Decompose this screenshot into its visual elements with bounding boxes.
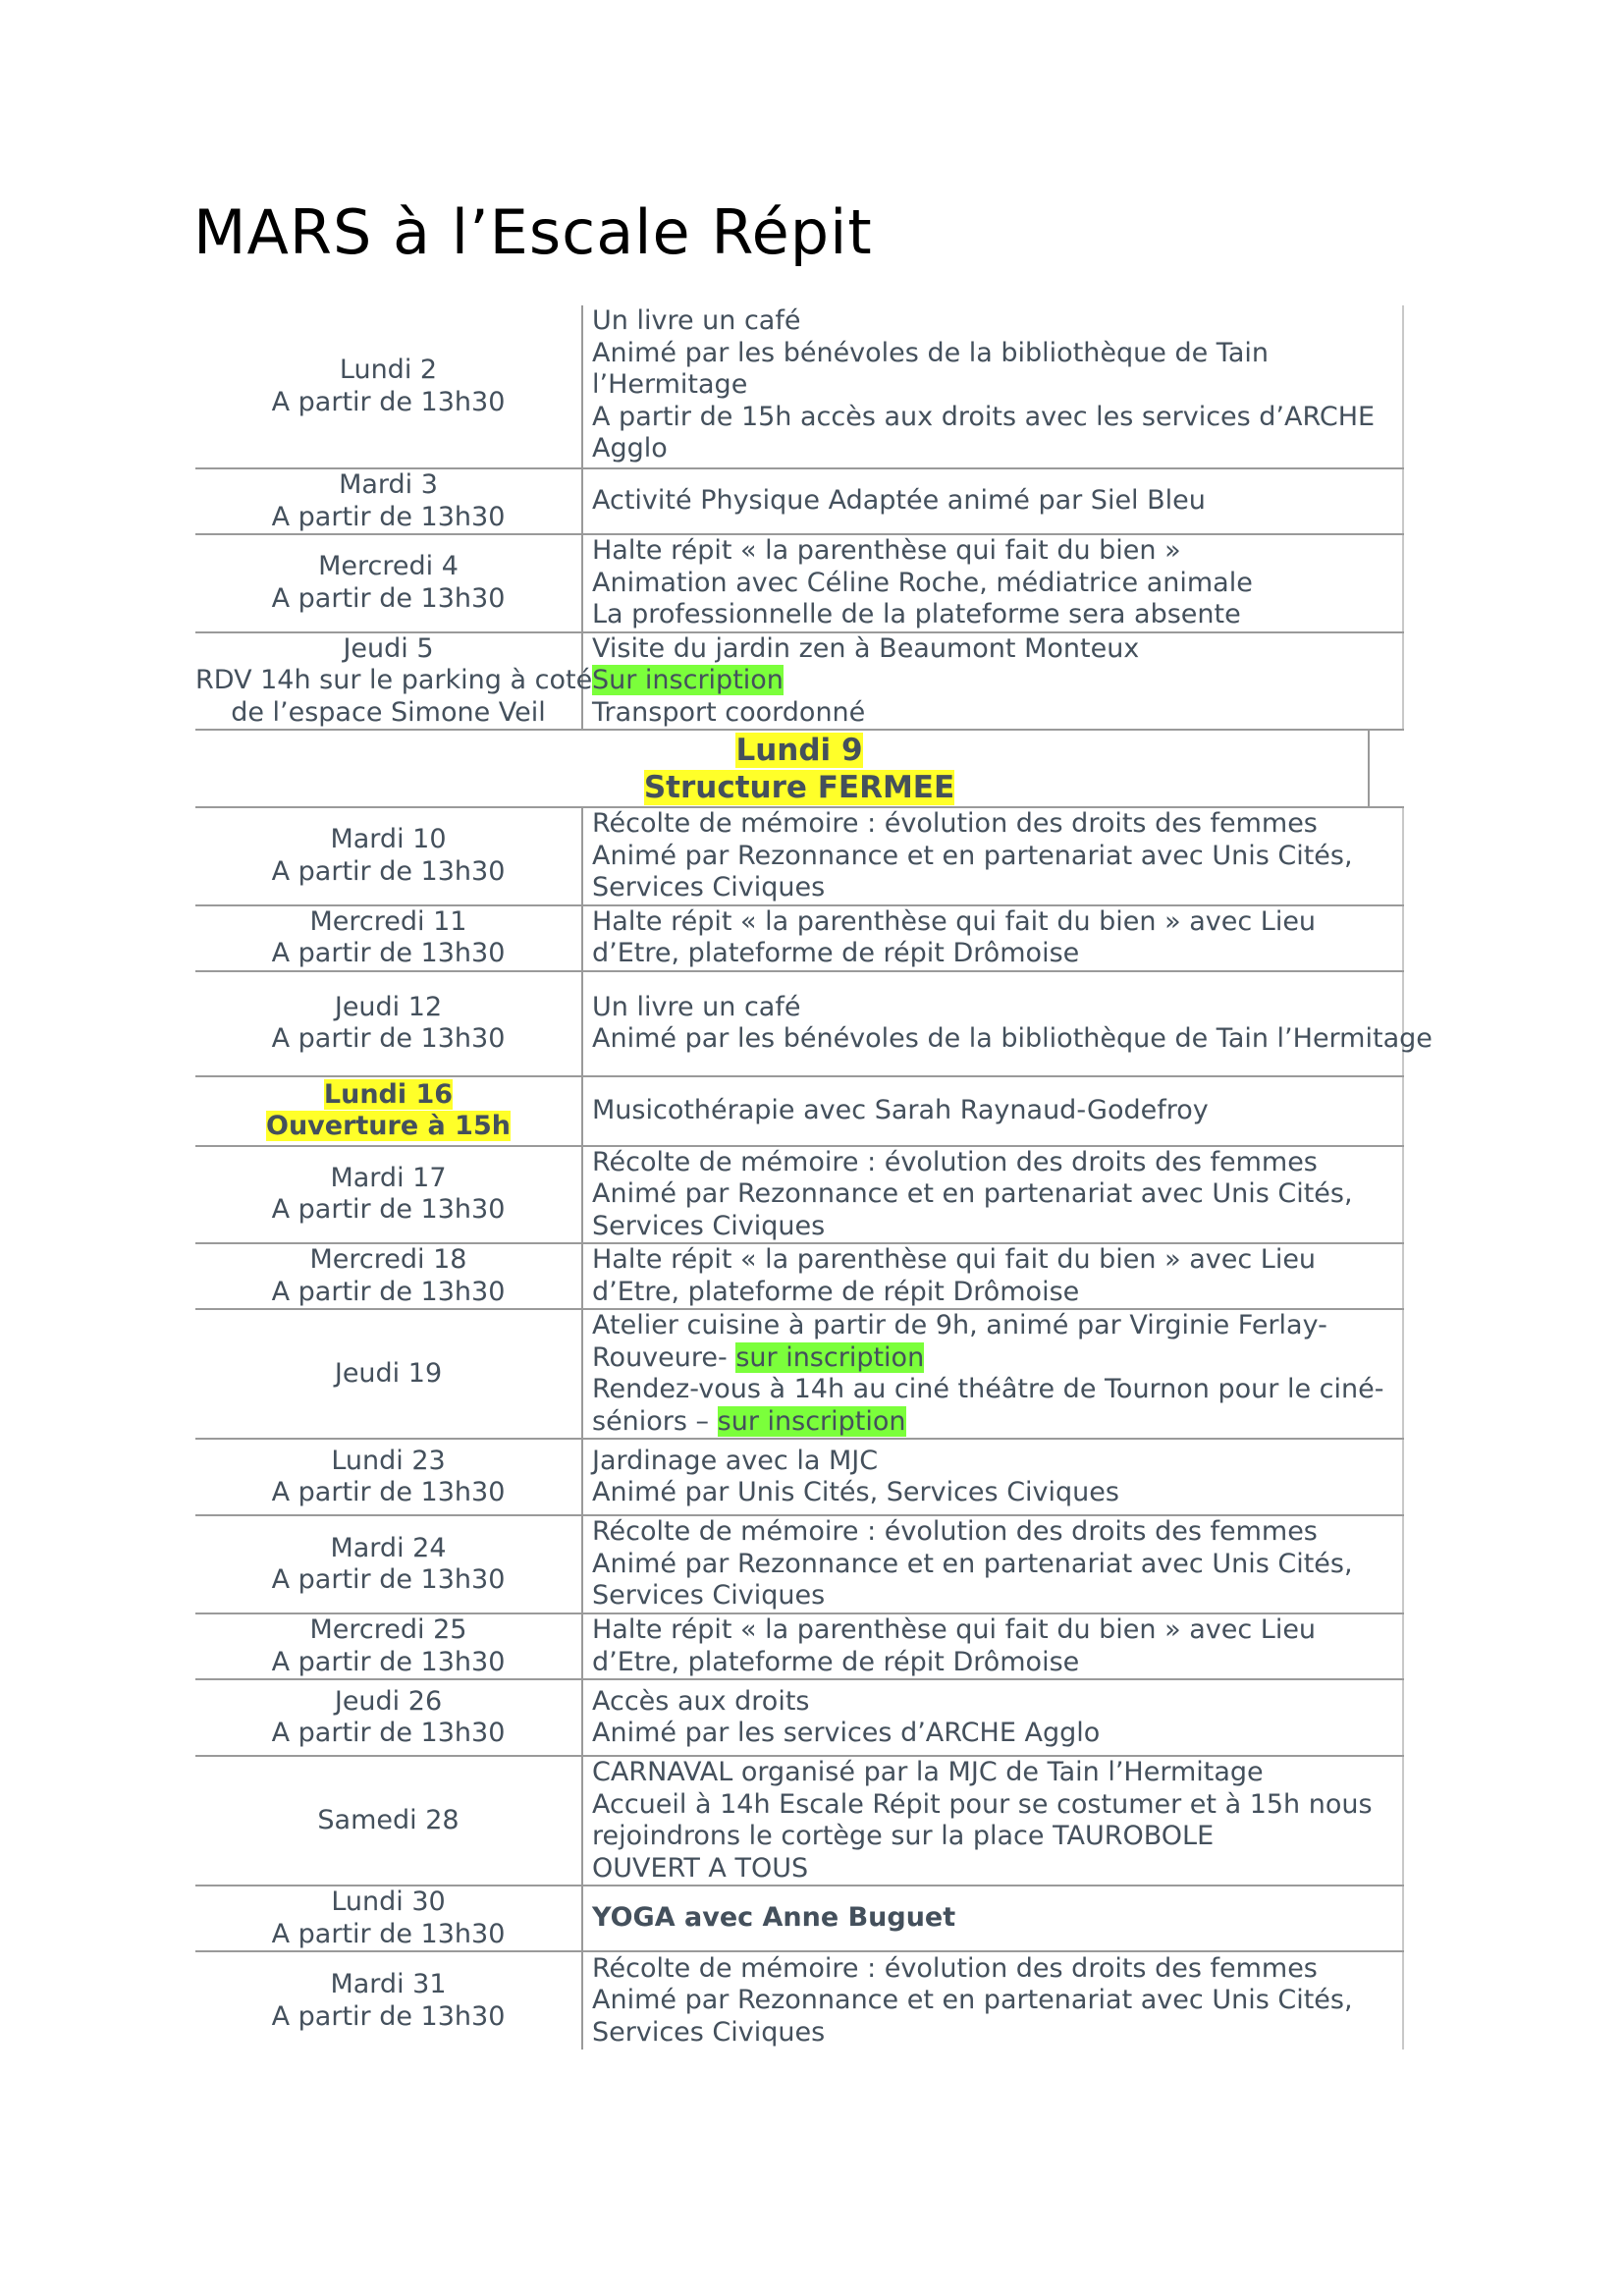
schedule-row xyxy=(195,1679,1403,1756)
date-cell xyxy=(195,1886,582,1951)
day-label: Jeudi 12 xyxy=(334,991,443,1022)
time-label: A partir de 13h30 xyxy=(271,1646,506,1677)
day-label: Mercredi 11 xyxy=(309,905,467,937)
day-label: Mardi 3 xyxy=(339,469,438,500)
date-cell xyxy=(195,905,582,971)
schedule-row xyxy=(195,905,1403,971)
time-label: A partir de 13h30 xyxy=(271,1477,506,1507)
time-label: A partir de 13h30 xyxy=(271,855,506,887)
meeting-point-label: RDV 14h sur le parking à coté xyxy=(195,665,593,695)
activity-cell xyxy=(582,534,1403,632)
date-cell xyxy=(195,534,582,632)
activity-line: Musicothérapie avec Sarah Raynaud-Godefroy xyxy=(592,1094,1209,1125)
time-label: A partir de 13h30 xyxy=(271,1918,506,1949)
activity-cell xyxy=(582,632,1403,731)
schedule-row xyxy=(195,807,1403,905)
activity-cell xyxy=(582,905,1403,971)
activity-line: OUVERT A TOUS xyxy=(592,1852,809,1884)
activity-line xyxy=(592,665,1402,697)
activity-line: Animé par Unis Cités, Services Civiques xyxy=(592,1477,1119,1507)
time-label: A partir de 13h30 xyxy=(271,1194,506,1226)
time-label: A partir de 13h30 xyxy=(271,1276,506,1307)
meeting-point-label: de l’espace Simone Veil xyxy=(231,696,546,728)
activity-cell xyxy=(582,1146,1403,1244)
time-label: A partir de 13h30 xyxy=(271,1564,506,1595)
activity-line: Agglo xyxy=(592,433,668,464)
activity-line: Services Civiques xyxy=(592,872,826,902)
day-label: Mardi 24 xyxy=(330,1532,447,1563)
time-label: A partir de 13h30 xyxy=(271,1718,506,1748)
activity-line: Animé par Rezonnance et en partenariat avec Unis Cités, xyxy=(592,1985,1353,2016)
schedule-row xyxy=(195,1613,1403,1679)
date-cell xyxy=(195,1076,582,1146)
activity-line: Accueil à 14h Escale Répit pour se costumer et à 15h nous xyxy=(592,1788,1373,1820)
registration-highlight: Sur inscription xyxy=(592,665,784,695)
activity-line: Accès aux droits xyxy=(592,1685,810,1717)
page-title: MARS à l’Escale Répit xyxy=(193,196,873,268)
closed-row xyxy=(195,730,1403,807)
activity-line: Animé par les bénévoles de la bibliothèque de Tain xyxy=(592,337,1269,368)
activity-line: Récolte de mémoire : évolution des droits des femmes xyxy=(592,1146,1318,1177)
time-line xyxy=(195,1111,581,1143)
day-label: Lundi 16 xyxy=(323,1078,454,1110)
activity-cell xyxy=(582,1951,1403,2050)
activity-line: Animation avec Céline Roche, médiatrice animale xyxy=(592,567,1253,598)
day-label: Mardi 10 xyxy=(330,824,447,855)
schedule-table xyxy=(195,305,1433,2050)
day-label: Mercredi 25 xyxy=(309,1614,467,1645)
activity-line: Jardinage avec la MJC xyxy=(592,1445,879,1476)
activity-line: Activité Physique Adaptée animé par Siel Bleu xyxy=(592,485,1206,517)
schedule-row xyxy=(195,534,1403,632)
schedule-row xyxy=(195,1243,1403,1309)
activity-text: séniors – xyxy=(592,1405,718,1437)
activity-line: d’Etre, plateforme de répit Drômoise xyxy=(592,938,1080,968)
schedule-row xyxy=(195,1756,1403,1886)
activity-line: La professionnelle de la plateforme sera absente xyxy=(592,599,1241,629)
activity-line: Animé par Rezonnance et en partenariat avec Unis Cités, xyxy=(592,1178,1353,1209)
date-cell xyxy=(195,1756,582,1886)
activity-line: Animé par Rezonnance et en partenariat avec Unis Cités, xyxy=(592,1548,1353,1579)
date-cell xyxy=(195,1439,582,1515)
activity-cell xyxy=(582,1309,1403,1439)
activity-line: Visite du jardin zen à Beaumont Monteux xyxy=(592,632,1140,664)
date-cell xyxy=(195,807,582,905)
activity-cell xyxy=(582,1439,1403,1515)
schedule-row xyxy=(195,1515,1403,1613)
time-label: A partir de 13h30 xyxy=(271,1023,506,1054)
schedule-row xyxy=(195,1146,1403,1244)
activity-line: d’Etre, plateforme de répit Drômoise xyxy=(592,1276,1080,1307)
activity-line: A partir de 15h accès aux droits avec les services d’ARCHE xyxy=(592,401,1376,432)
closed-day-line xyxy=(195,732,1403,769)
activity-cell xyxy=(582,1886,1403,1951)
activity-line: Services Civiques xyxy=(592,1210,826,1241)
time-label: A partir de 13h30 xyxy=(271,386,506,417)
date-cell xyxy=(195,1146,582,1244)
activity-line: Animé par les bénévoles de la bibliothèque de Tain l’Hermitage xyxy=(592,1023,1433,1054)
activity-cell xyxy=(582,1756,1403,1886)
schedule-row xyxy=(195,468,1403,534)
opening-time-label: Ouverture à 15h xyxy=(266,1111,511,1141)
activity-line: Récolte de mémoire : évolution des droits des femmes xyxy=(592,1516,1318,1548)
schedule-row xyxy=(195,1076,1403,1146)
activity-cell xyxy=(582,305,1403,468)
activity-line: Animé par les services d’ARCHE Agglo xyxy=(592,1718,1101,1748)
activity-cell xyxy=(582,1515,1403,1613)
day-label: Lundi 30 xyxy=(331,1886,446,1917)
activity-line: Récolte de mémoire : évolution des droits des femmes xyxy=(592,808,1318,839)
time-label: A partir de 13h30 xyxy=(271,582,506,614)
closed-day-label: Lundi 9 xyxy=(735,732,863,768)
activity-line: l’Hermitage xyxy=(592,369,748,400)
date-cell xyxy=(195,632,593,731)
day-label: Jeudi 5 xyxy=(343,632,434,664)
day-label: Samedi 28 xyxy=(317,1804,460,1835)
activity-cell xyxy=(582,468,1403,534)
activity-line: Halte répit « la parenthèse qui fait du bien » avec Lieu xyxy=(592,1614,1317,1645)
day-label: Jeudi 19 xyxy=(334,1357,443,1389)
date-cell xyxy=(195,971,582,1076)
activity-line: Atelier cuisine à partir de 9h, animé par Virginie Ferlay- xyxy=(592,1310,1327,1340)
schedule-row xyxy=(195,1309,1403,1439)
activity-line: d’Etre, plateforme de répit Drômoise xyxy=(592,1646,1080,1677)
activity-text: Rouveure- xyxy=(592,1341,736,1373)
activity-cell xyxy=(582,971,1433,1076)
activity-line: Récolte de mémoire : évolution des droits des femmes xyxy=(592,1952,1318,1984)
activity-line: Un livre un café xyxy=(592,305,801,336)
schedule-row xyxy=(195,1886,1403,1951)
activity-line xyxy=(592,1342,1402,1375)
date-cell xyxy=(195,1613,582,1679)
date-cell xyxy=(195,1679,582,1756)
cell-divider xyxy=(1368,731,1370,806)
schedule-row xyxy=(195,632,1403,731)
activity-line: Rendez-vous à 14h au ciné théâtre de Tournon pour le ciné- xyxy=(592,1374,1384,1404)
activity-line: CARNAVAL organisé par la MJC de Tain l’Hermitage xyxy=(592,1757,1264,1787)
activity-line: rejoindrons le cortège sur la place TAUROBOLE xyxy=(592,1821,1215,1851)
day-label: Mardi 17 xyxy=(330,1162,447,1193)
schedule-row xyxy=(195,971,1403,1076)
day-line xyxy=(195,1079,581,1112)
closed-status-line xyxy=(195,769,1403,806)
day-label: Lundi 2 xyxy=(339,355,438,385)
registration-highlight: sur inscription xyxy=(717,1405,906,1437)
activity-line: Services Civiques xyxy=(592,1580,826,1612)
activity-cell xyxy=(582,1613,1403,1679)
activity-line: Halte répit « la parenthèse qui fait du bien » avec Lieu xyxy=(592,905,1317,937)
activity-line: Halte répit « la parenthèse qui fait du bien » avec Lieu xyxy=(592,1244,1317,1275)
activity-line: Services Civiques xyxy=(592,2016,826,2048)
date-cell xyxy=(195,1309,582,1439)
date-cell xyxy=(195,1515,582,1613)
registration-highlight: sur inscription xyxy=(735,1341,925,1373)
time-label: A partir de 13h30 xyxy=(271,938,506,968)
activity-line: Halte répit « la parenthèse qui fait du bien » xyxy=(592,535,1181,566)
schedule-row xyxy=(195,305,1403,468)
date-cell xyxy=(195,1951,582,2050)
day-label: Lundi 23 xyxy=(331,1445,446,1476)
time-label: A partir de 13h30 xyxy=(271,501,506,532)
time-label: A partir de 13h30 xyxy=(271,2000,506,2032)
day-label: Mardi 31 xyxy=(330,1969,447,1999)
activity-line: Animé par Rezonnance et en partenariat avec Unis Cités, xyxy=(592,840,1353,871)
date-cell xyxy=(195,305,582,468)
activity-cell xyxy=(582,1679,1403,1756)
activity-line: Transport coordonné xyxy=(592,696,866,728)
activity-line: YOGA avec Anne Buguet xyxy=(592,1902,956,1934)
closed-cell xyxy=(195,730,1403,807)
date-cell xyxy=(195,1243,582,1309)
schedule-row xyxy=(195,1951,1403,2050)
activity-cell xyxy=(582,1076,1403,1146)
day-label: Mercredi 18 xyxy=(309,1244,467,1275)
schedule-row xyxy=(195,1439,1403,1515)
closed-status-label: Structure FERMEE xyxy=(643,769,955,805)
activity-cell xyxy=(582,807,1403,905)
activity-line: Un livre un café xyxy=(592,991,801,1022)
date-cell xyxy=(195,468,582,534)
activity-line xyxy=(592,1406,1402,1439)
day-label: Mercredi 4 xyxy=(318,551,459,582)
day-label: Jeudi 26 xyxy=(334,1685,443,1717)
activity-cell xyxy=(582,1243,1403,1309)
